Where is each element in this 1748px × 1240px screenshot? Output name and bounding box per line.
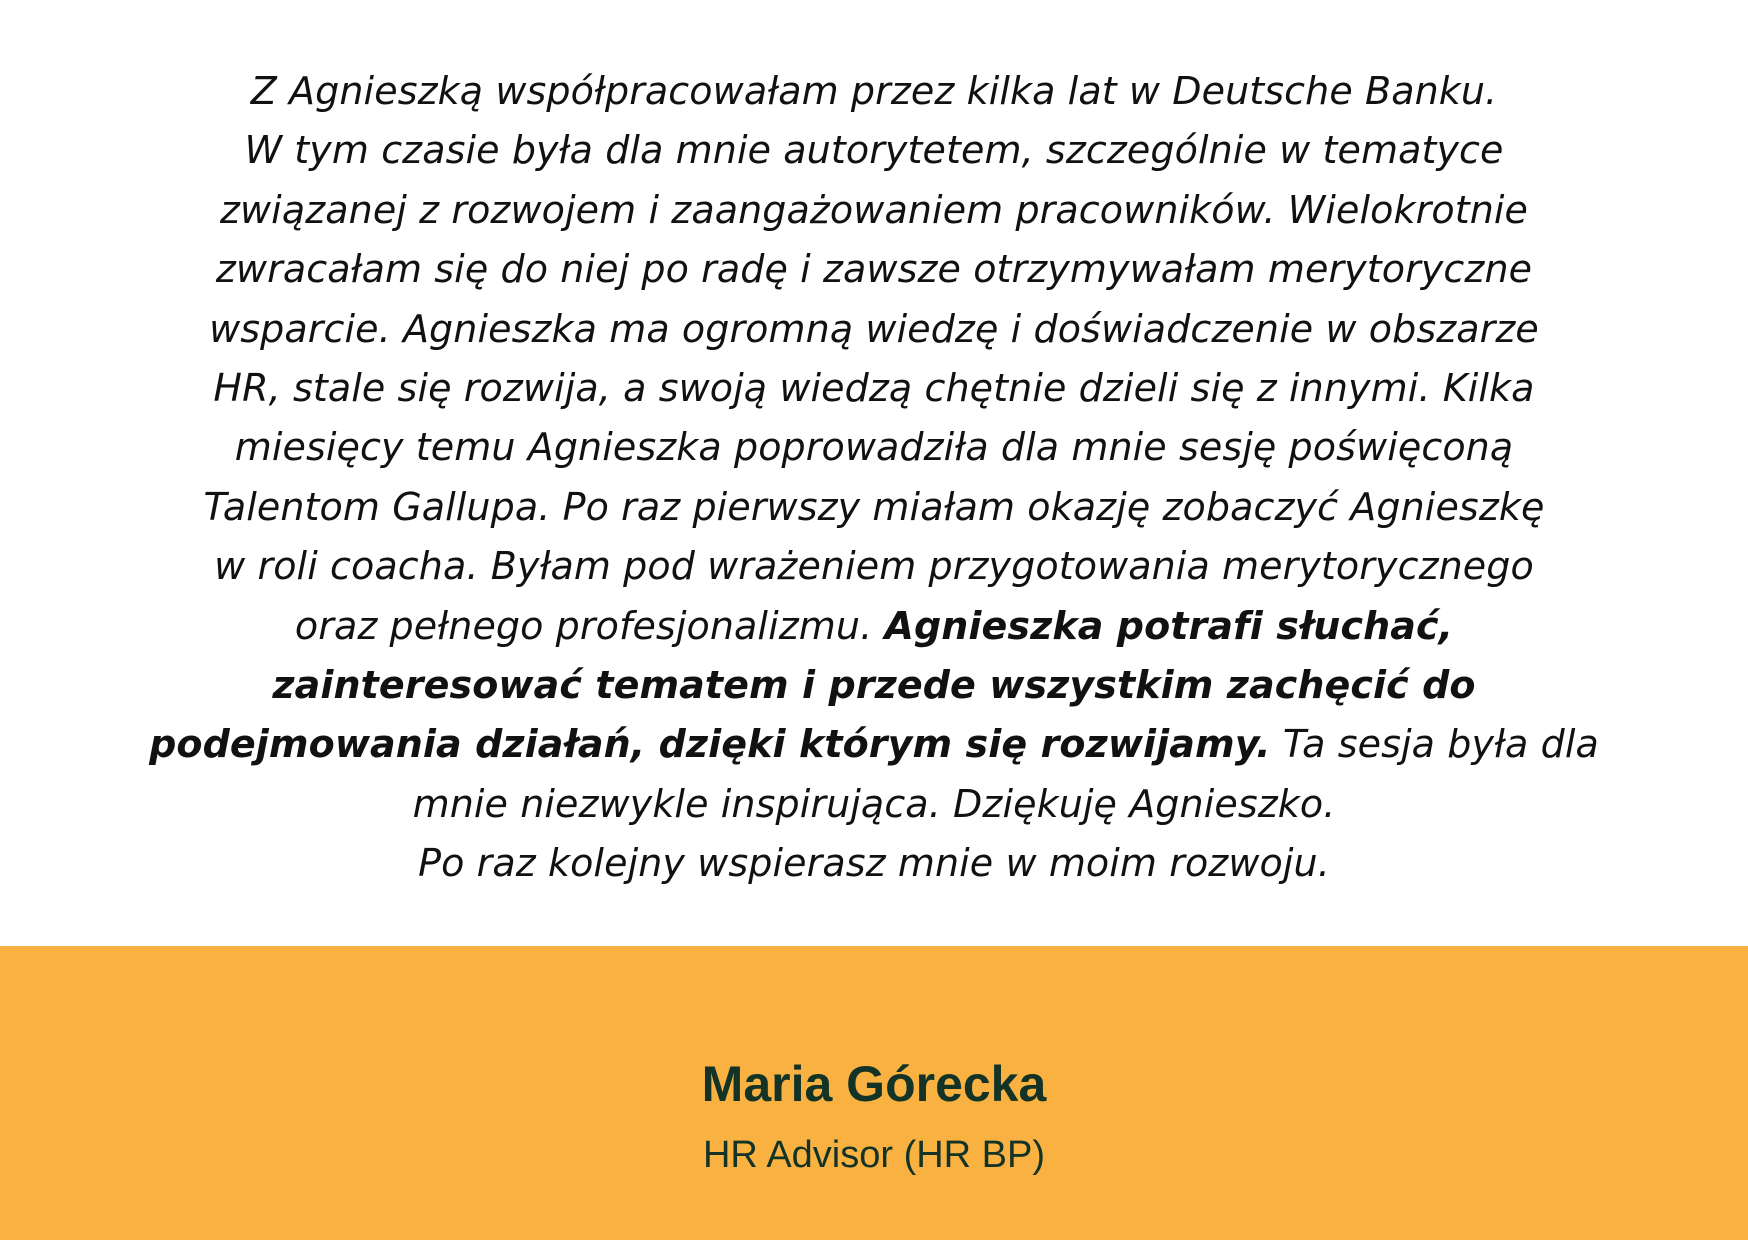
quote-line: w roli coacha. Byłam pod wrażeniem przygotowania merytorycznego xyxy=(214,544,1534,589)
author-role: HR Advisor (HR BP) xyxy=(702,1134,1046,1176)
quote-highlight: podejmowania działań, dzięki którym się rozwijamy. xyxy=(149,722,1271,767)
quote-line: W tym czasie była dla mnie autorytetem, szczególnie w tematyce xyxy=(244,128,1504,173)
quote-line: zwracałam się do niej po radę i zawsze otrzymywałam merytoryczne xyxy=(215,247,1533,292)
quote-line: miesięcy temu Agnieszka poprowadziła dla mnie sesję poświęconą xyxy=(234,425,1514,470)
quote-line: HR, stale się rozwija, a swoją wiedzą chętnie dzieli się z innymi. Kilka xyxy=(213,366,1535,411)
quote-text-regular: Ta sesja była dla xyxy=(1270,722,1599,767)
quote-line: Po raz kolejny wspierasz mnie w moim rozwoju. xyxy=(418,841,1330,886)
quote-line: związanej z rozwojem i zaangażowaniem pracowników. Wielokrotnie xyxy=(219,187,1529,232)
author-name: Maria Górecka xyxy=(701,1056,1047,1112)
quote-highlight: Agnieszka potrafi słuchać, xyxy=(884,603,1454,648)
quote-line: Talentom Gallupa. Po raz pierwszy miałam okazję zobaczyć Agnieszkę xyxy=(203,484,1545,529)
quote-line: mnie niezwykle inspirująca. Dziękuję Agnieszko. xyxy=(412,781,1336,826)
quote-line-mixed xyxy=(70,715,1678,774)
quote-line-mixed xyxy=(70,597,1678,656)
quote-line: Z Agnieszką współpracowałam przez kilka lat w Deutsche Banku. xyxy=(250,69,1498,113)
testimonial-quote xyxy=(70,62,1678,894)
quote-highlight: zainteresować tematem i przede wszystkim zachęcić do xyxy=(272,663,1476,708)
quote-text-regular: oraz pełnego profesjonalizmu. xyxy=(294,603,885,648)
quote-line: wsparcie. Agnieszka ma ogromną wiedzę i doświadczenie w obszarze xyxy=(209,306,1539,351)
